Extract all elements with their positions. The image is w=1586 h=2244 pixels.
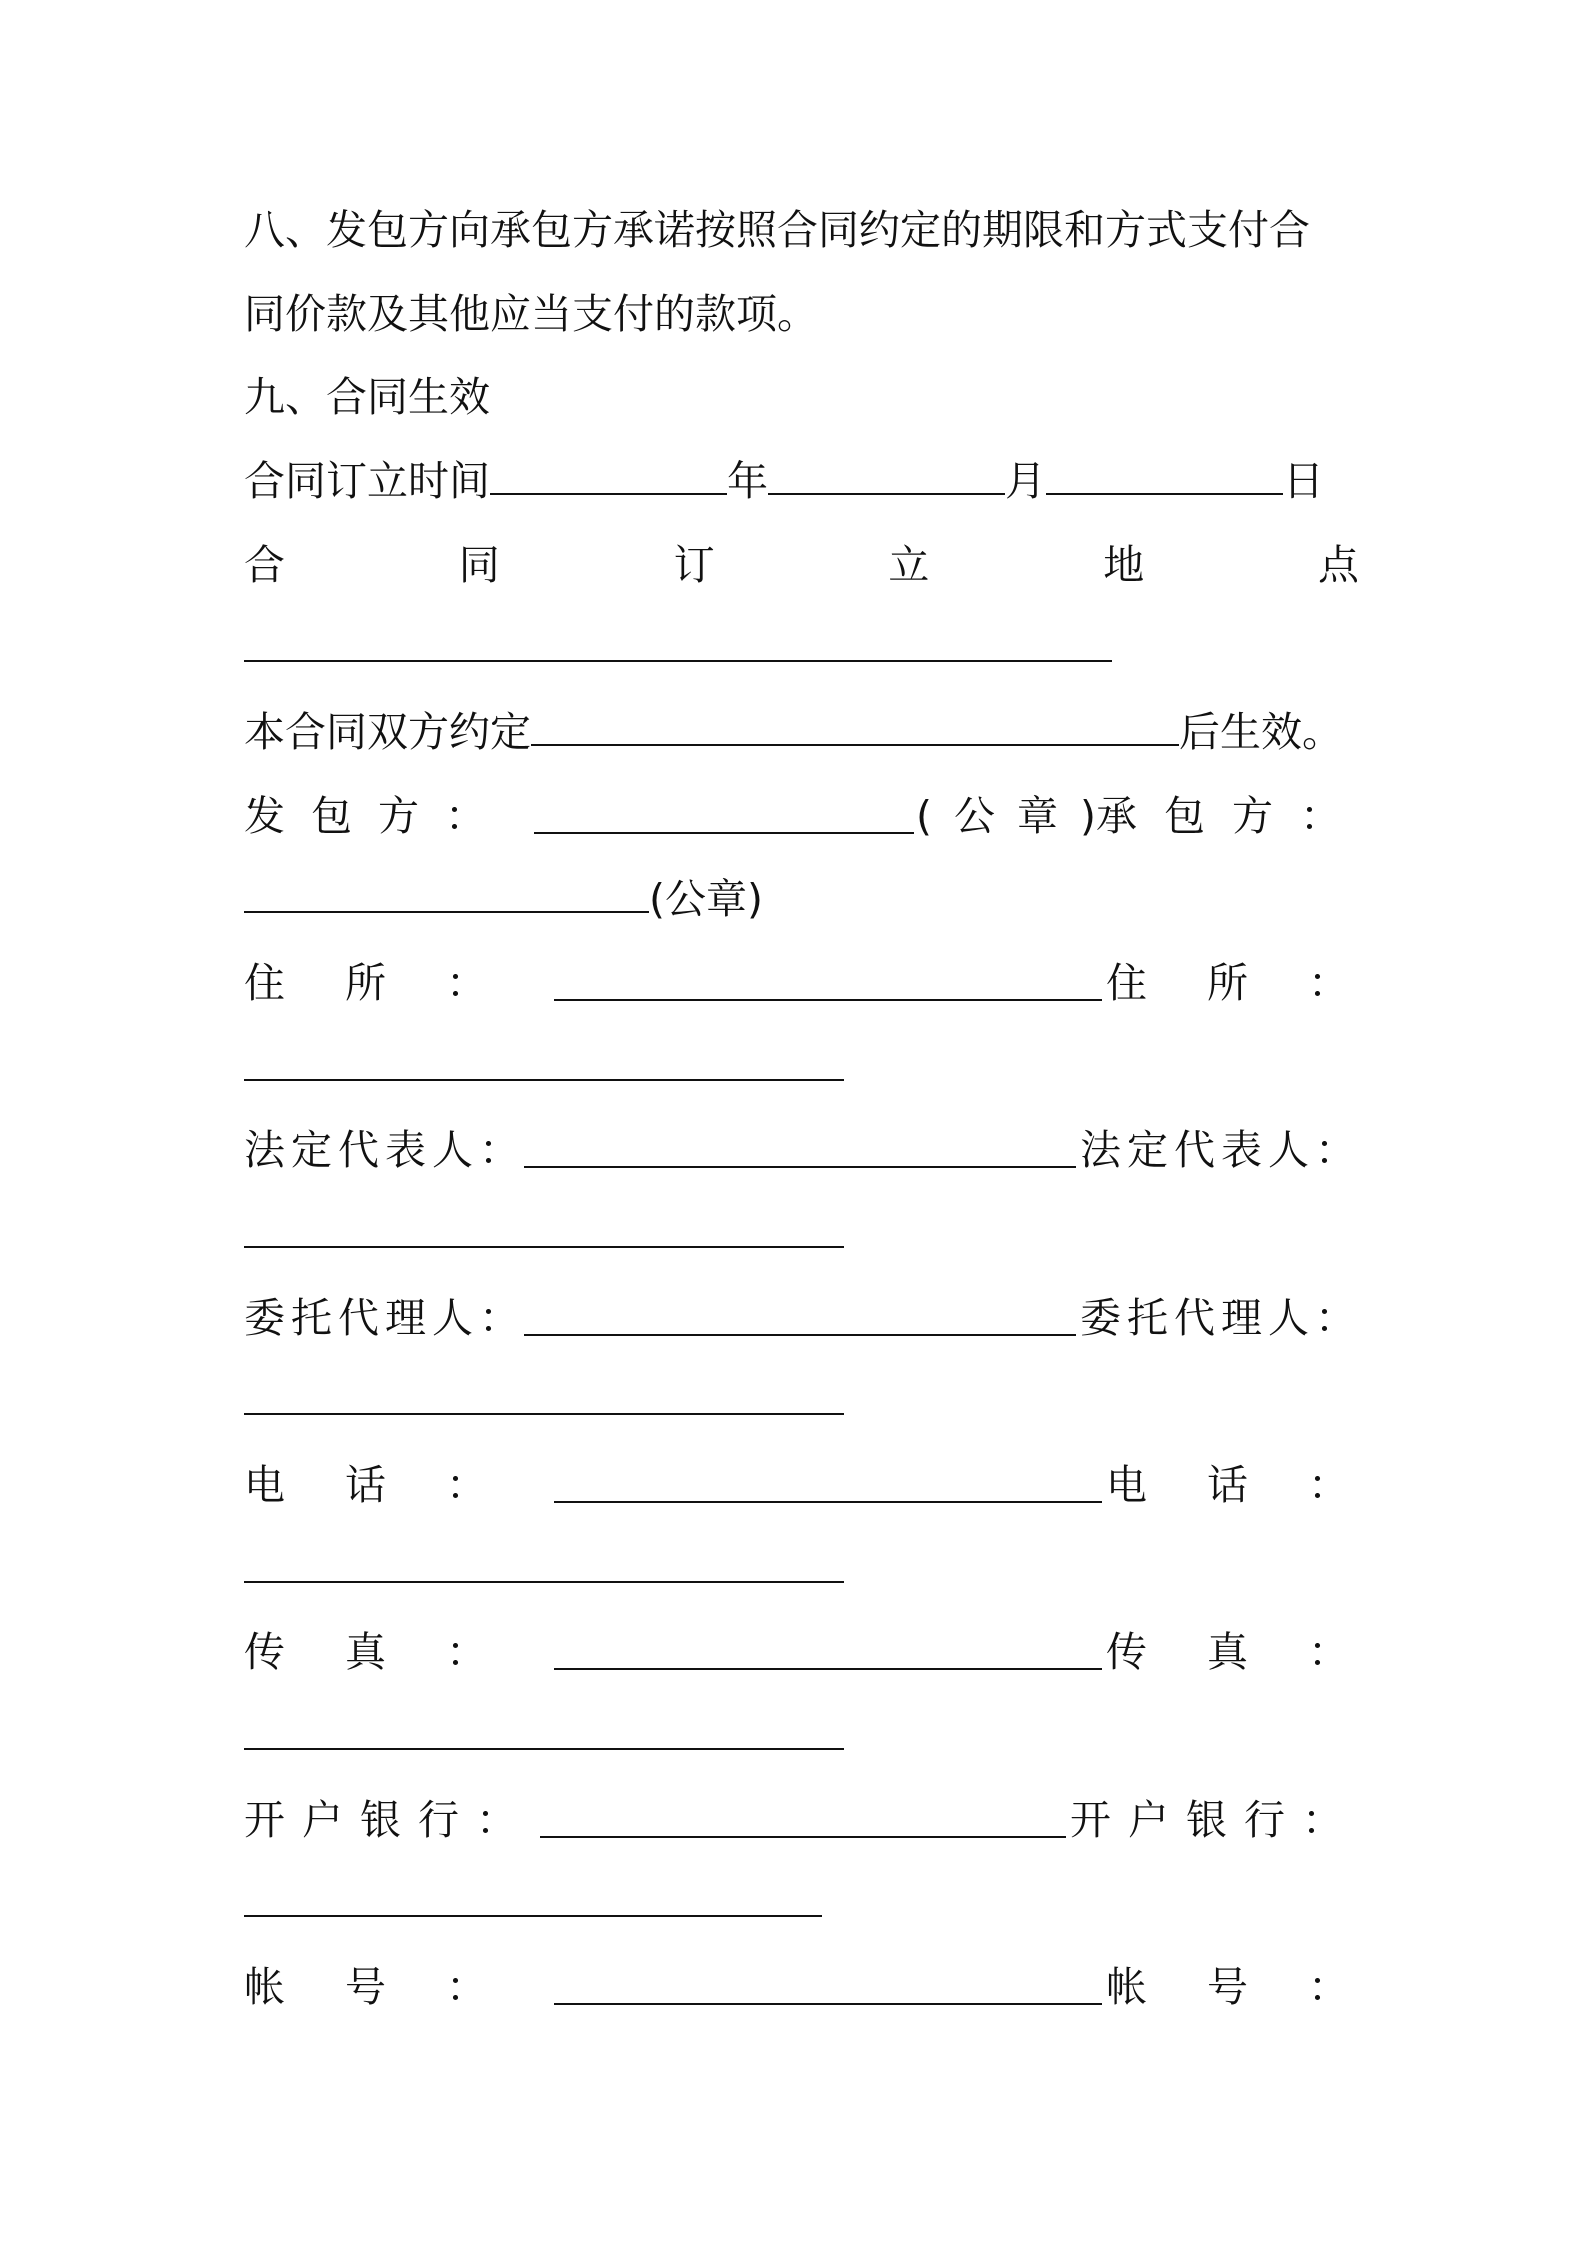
contractor-row — [244, 869, 1359, 929]
bank-row — [244, 1790, 1359, 1850]
signing-day-field[interactable] — [1046, 463, 1283, 495]
employer-bank-field[interactable] — [540, 1806, 1066, 1838]
contractor-phone-field[interactable] — [244, 1551, 844, 1583]
contractor-label: 承包方： — [1096, 792, 1368, 840]
account-label-left: 帐号： — [244, 1963, 547, 2011]
effective-row — [244, 702, 1359, 762]
fax-row — [244, 1622, 1409, 1682]
legal-rep-label-left: 法定代表人： — [244, 1126, 526, 1174]
phone-label-right: 电话： — [1106, 1461, 1409, 1509]
contractor-legal-rep-field[interactable] — [244, 1216, 844, 1248]
agent-label-left: 委托代理人： — [244, 1294, 526, 1342]
signing-month-field[interactable] — [768, 463, 1005, 495]
contractor-fax-field[interactable] — [244, 1718, 844, 1750]
bank-label-left: 开户银行： — [244, 1796, 534, 1844]
agent-label-right: 委托代理人： — [1080, 1294, 1362, 1342]
day-label: 日 — [1283, 457, 1324, 505]
employer-phone-field[interactable] — [554, 1471, 1102, 1503]
phone-label-left: 电话： — [244, 1461, 547, 1509]
parties-row — [244, 786, 1368, 846]
year-label: 年 — [727, 457, 768, 505]
clause-8-line-2: 同价款及其他应当支付的款项。 — [244, 290, 818, 338]
address-label-left: 住所： — [244, 959, 547, 1007]
effective-condition-field[interactable] — [531, 714, 1179, 746]
employer-account-field[interactable] — [554, 1973, 1102, 2005]
signing-place-char: 同 — [458, 541, 500, 589]
contractor-name-field[interactable] — [244, 881, 649, 913]
agent-blank-row — [244, 1371, 1359, 1431]
employer-label-text: 发包方： — [244, 792, 512, 840]
legal-rep-label-right: 法定代表人： — [1080, 1126, 1362, 1174]
clause-8-line-1: 八、发包方向承包方承诺按照合同约定的期限和方式支付合 — [244, 206, 1310, 254]
phone-row — [244, 1455, 1409, 1515]
contractor-address-field[interactable] — [244, 1049, 844, 1081]
bank-label-right: 开户银行： — [1070, 1796, 1360, 1844]
fax-label-right: 传真： — [1106, 1628, 1409, 1676]
legal-rep-blank-row — [244, 1204, 1359, 1264]
effective-prefix: 本合同双方约定 — [244, 708, 531, 756]
employer-name-field[interactable] — [534, 802, 914, 834]
address-row — [244, 953, 1409, 1013]
signing-place-char: 合 — [244, 541, 285, 589]
contractor-bank-field[interactable] — [244, 1885, 822, 1917]
signing-place-char: 地 — [1103, 541, 1145, 589]
employer-fax-field[interactable] — [554, 1638, 1102, 1670]
effective-suffix: 后生效。 — [1179, 708, 1343, 756]
phone-blank-row — [244, 1539, 1359, 1599]
signing-time-label: 合同订立时间 — [244, 457, 490, 505]
signing-place-blank-row — [244, 618, 1359, 678]
legal-rep-row — [244, 1120, 1362, 1180]
signing-year-field[interactable] — [490, 463, 727, 495]
fax-label-left: 传真： — [244, 1628, 547, 1676]
signing-time-row — [244, 451, 1359, 511]
account-row — [244, 1957, 1409, 2017]
agent-row — [244, 1288, 1362, 1348]
employer-address-field[interactable] — [554, 969, 1102, 1001]
signing-place-char: 订 — [673, 541, 715, 589]
signing-place-char: 点 — [1317, 541, 1359, 589]
account-label-right: 帐号： — [1106, 1963, 1409, 2011]
address-label-right: 住所： — [1106, 959, 1409, 1007]
employer-legal-rep-field[interactable] — [524, 1136, 1076, 1168]
contractor-agent-field[interactable] — [244, 1383, 844, 1415]
signing-place-field[interactable] — [244, 630, 1112, 662]
signing-place-char: 立 — [888, 541, 930, 589]
clause-9-heading: 九、合同生效 — [244, 373, 490, 421]
address-blank-row — [244, 1037, 1359, 1097]
fax-blank-row — [244, 1706, 1359, 1766]
employer-agent-field[interactable] — [524, 1304, 1076, 1336]
bank-blank-row — [244, 1873, 1359, 1933]
employer-seal: (公章) — [916, 792, 1118, 840]
signing-place-row — [244, 535, 1359, 595]
month-label: 月 — [1005, 457, 1046, 505]
employer-label — [244, 786, 512, 846]
contractor-seal: (公章) — [649, 875, 763, 923]
